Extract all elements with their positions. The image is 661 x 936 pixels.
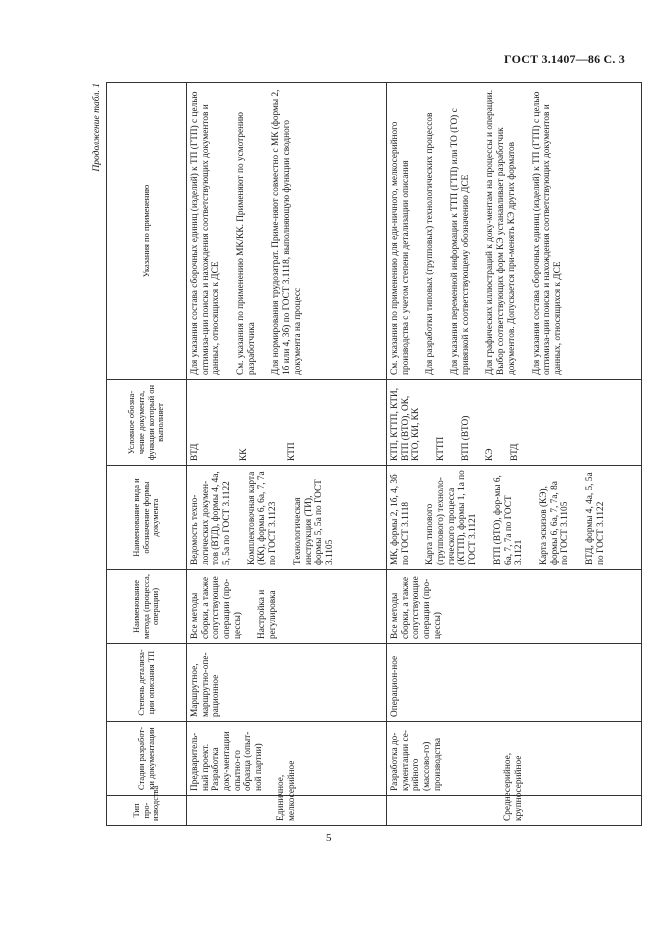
code-item: ВТП (ВТО) bbox=[460, 415, 471, 461]
doc-item: МК, формы 2, 1б, 4, 3б по ГОСТ 3.1118 bbox=[390, 474, 411, 565]
rotated-table-block bbox=[90, 83, 641, 826]
row-docs bbox=[187, 466, 387, 570]
doc-item: Карта типового (группового) техноло-гического процесса (КТТП), формы 1, 1а по ГОСТ 3.1121 bbox=[425, 470, 479, 565]
note-item: Для графических иллюстраций к доку-ментам на процессы и операции. Выбор соответствующих форм КЭ устанавливает разработчик документов. Допускается при-менять КЭ других форматов bbox=[485, 89, 517, 375]
page-number: 5 bbox=[326, 832, 332, 844]
doc-item: Технологическая инструкция (ТИ), формы 5, 5а по ГОСТ 3.1105 bbox=[292, 479, 335, 565]
header-detail: Степень детализа-ции описания ТП bbox=[107, 644, 187, 722]
page-header: ГОСТ 3.1407—86 С. 3 bbox=[504, 52, 625, 66]
note-item: Для указания состава сборочных единиц (изделий) к ТП (ГТП) с целью оптимиза-ции поиска и нахождения соответствующих документов и данных, относящихся к ДСЕ bbox=[531, 91, 563, 375]
table-row bbox=[187, 83, 387, 826]
method-item: Все методы сборки, а также сопутствующие операции (про-цессы) bbox=[190, 576, 243, 639]
row-stage: Разработка до-кументации се-рийного (массово-го) производства bbox=[387, 722, 642, 796]
doc-item: Ведомость техно-логических докумен-тов (ВТД), формы 4, 4а, 5, 5а по ГОСТ 3.1122 bbox=[190, 471, 233, 565]
method-item: Настройка и регулировка bbox=[257, 589, 279, 639]
row-detail: Маршрутное, маршрутно-опе-рационное bbox=[187, 644, 387, 722]
row-docs bbox=[387, 466, 642, 570]
doc-item: Карта эскизов (КЭ), формы 6, 6а, 7, 7а, 8а по ГОСТ 3.1105 bbox=[538, 481, 571, 565]
code-item: КТП, КТТП, КТИ, ВТП (ВТО), ОК, КТО, КИ, КК bbox=[390, 387, 422, 461]
note-item: Для разработки типовых (групповых) технологических процессов bbox=[425, 112, 436, 375]
code-item: КТТП bbox=[436, 436, 447, 461]
doc-item: Комплектовочная карта (КК), формы 6, 6а, 7, 7а по ГОСТ 3.1123 bbox=[246, 471, 279, 565]
header-type: Тип про-изводства bbox=[107, 796, 187, 826]
code-item: КТП bbox=[287, 442, 298, 461]
row-type: Среднесерийное, крупносерийное bbox=[387, 796, 642, 826]
code-item: КЭ bbox=[485, 448, 496, 461]
method-item: Все методы сборки, а также сопутствующие операции (про-цессы) bbox=[390, 576, 443, 639]
header-code: Условное обозна-чение документа, функции который он выполняет bbox=[107, 380, 187, 466]
continuation-label: Продолжение табл. 1 bbox=[92, 83, 102, 172]
row-notes bbox=[187, 83, 387, 380]
process-table bbox=[106, 82, 642, 826]
header-stage: Стадии разработ-ки документации bbox=[107, 722, 187, 796]
header-method: Наименование метода (процесса, операции) bbox=[107, 570, 187, 644]
note-item: Для указания состава сборочных единиц (изделий) к ТП (ГТП) с целью оптимиза-ции поиска и нахождения соответствующих документов и данных, относящихся к ДСЕ bbox=[190, 91, 222, 375]
row-codes bbox=[387, 380, 642, 466]
row-stage: Предваритель-ный проект. Разработка доку-ментации опытно-го образца (опыт-ной партии) bbox=[187, 722, 387, 796]
note-item: См. указания по применению МК/КК. Применяют по усмотрению разработчика bbox=[236, 112, 257, 375]
table-header-row bbox=[107, 83, 187, 826]
row-notes bbox=[387, 83, 642, 380]
header-document: Наименование вида и обозначение формы документа bbox=[107, 466, 187, 570]
row-methods bbox=[187, 570, 387, 644]
code-item: ВТД bbox=[510, 443, 521, 461]
header-notes: Указания по применению bbox=[107, 83, 187, 380]
code-item: КК bbox=[238, 448, 249, 461]
note-item: Для указания переменной информации к ТТП (ГТП) или ТО (ГО) с привязкой к соответствующему обозначению ДСЕ bbox=[450, 108, 471, 375]
row-codes bbox=[187, 380, 387, 466]
note-item: См. указания по применению для еди-ничного, мелкосерийного производства с учетом степени детализации описания bbox=[390, 121, 411, 375]
row-detail: Операцион-ное bbox=[387, 644, 642, 722]
code-item: ВТД bbox=[190, 443, 200, 461]
row-type: Единичное, мелкосерийное bbox=[187, 796, 387, 826]
row-methods bbox=[387, 570, 642, 644]
doc-item: ВТП (ВТО), фор-мы 6, 6а, 7, 7а по ГОСТ 3.1121 bbox=[492, 475, 525, 565]
table-row bbox=[387, 83, 642, 826]
note-item: Для нормирования трудозатрат. Приме-няют совместно с МК (формы 2, 1б или 4, 3б) по ГОСТ 3.1118, выполняющую функции сводного документа на процесс bbox=[271, 89, 303, 375]
doc-item: ВТД, формы 4, 4а, 5, 5а по ГОСТ 3.1122 bbox=[584, 472, 606, 565]
